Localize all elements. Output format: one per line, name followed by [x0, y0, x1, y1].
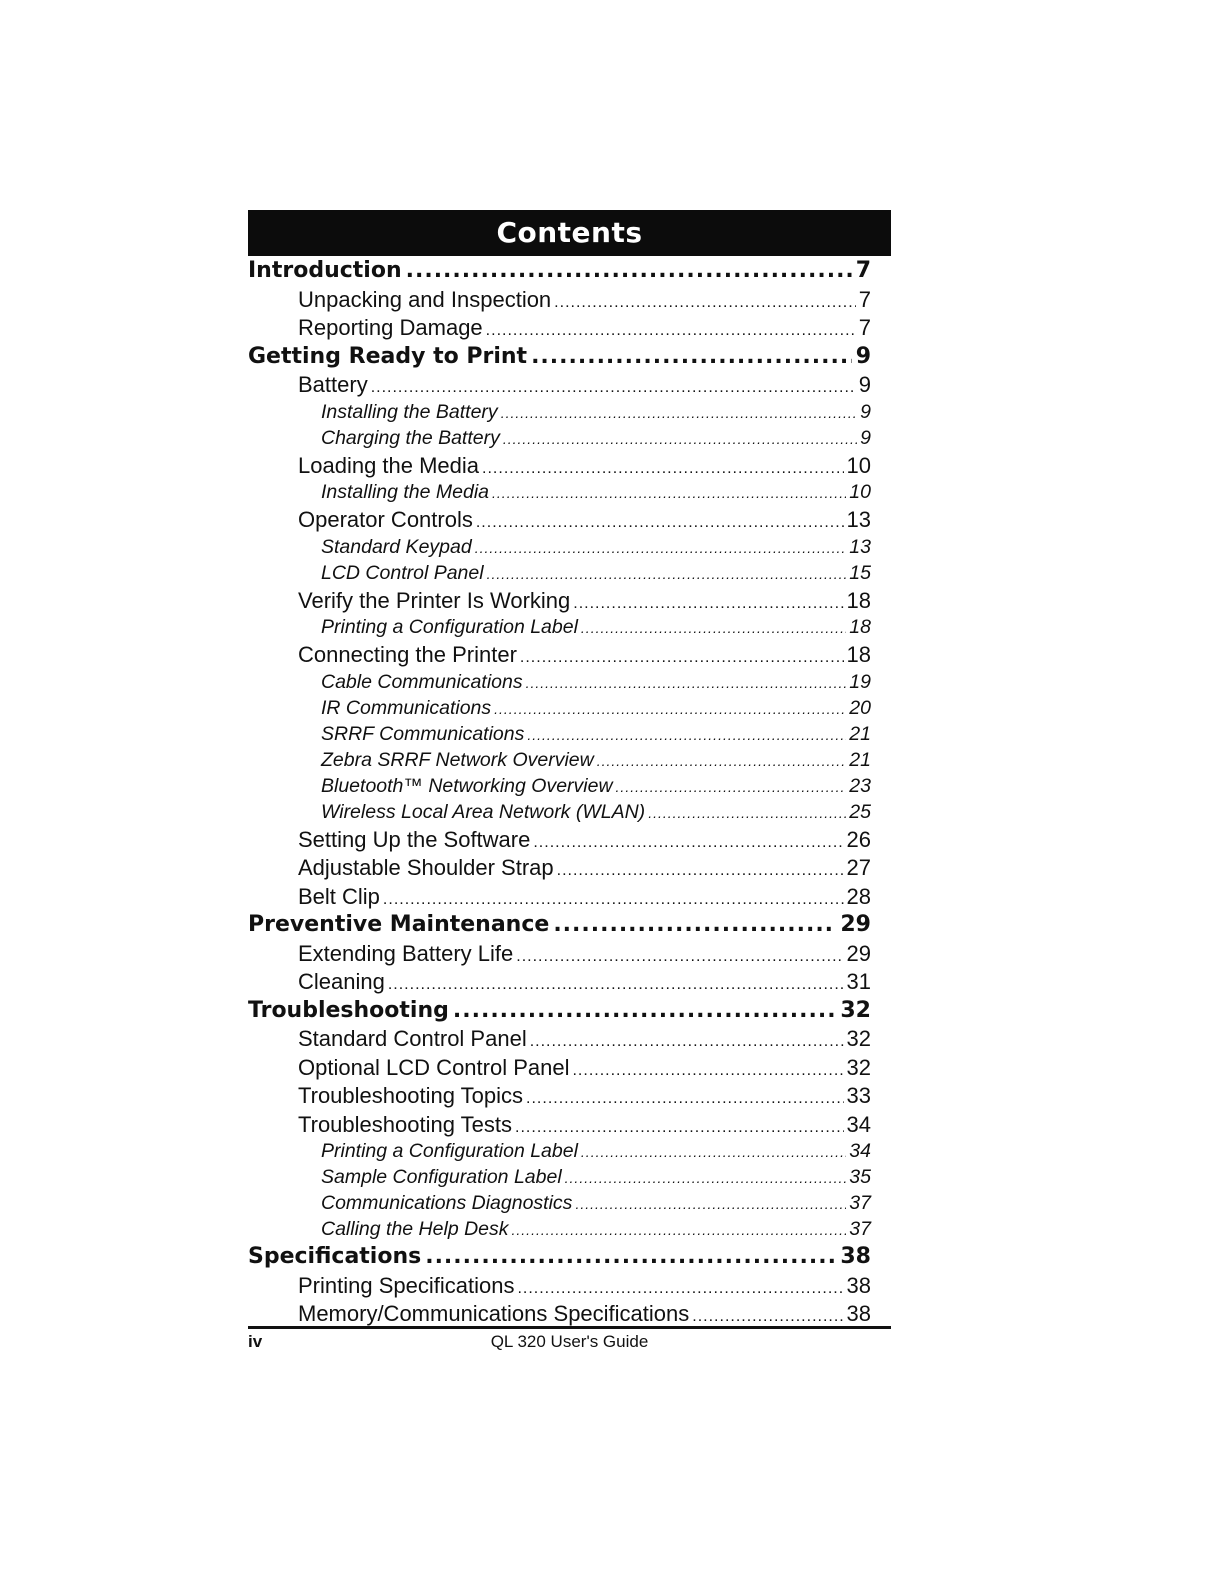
toc-entry-level-1[interactable]	[248, 1244, 891, 1273]
dot-leader	[531, 344, 852, 369]
toc-entry-page: 21	[849, 748, 871, 771]
toc-entry-level-3[interactable]	[248, 697, 891, 723]
toc-entry-title: Loading the Media	[298, 452, 480, 478]
toc-entry-page: 18	[849, 616, 871, 638]
toc-entry-title: Cleaning	[298, 969, 385, 994]
toc-entry-level-2[interactable]	[248, 372, 891, 401]
toc-entry-page: 33	[846, 1083, 871, 1108]
toc-entry-level-3[interactable]	[248, 562, 891, 588]
toc-entry-page: 34	[849, 1140, 871, 1162]
dot-leader	[501, 405, 857, 421]
toc-entry-level-3[interactable]	[248, 775, 891, 801]
toc-entry-level-3[interactable]	[248, 616, 891, 642]
toc-entry-level-3[interactable]	[248, 749, 891, 775]
dot-leader	[492, 485, 846, 501]
toc-entry-page: 35	[849, 1166, 871, 1188]
toc-entry-level-2[interactable]	[248, 315, 891, 344]
dot-leader	[482, 460, 843, 478]
toc-entry-title: Installing the Battery	[321, 400, 498, 423]
dot-leader	[565, 1170, 847, 1186]
dot-leader	[476, 514, 844, 532]
toc-entry-page: 7	[855, 258, 871, 283]
dot-leader	[530, 1033, 844, 1051]
dot-leader	[517, 1280, 843, 1298]
footer-page-number: iv	[248, 1332, 263, 1351]
toc-entry-title: Charging the Battery	[321, 426, 500, 449]
toc-entry-level-2[interactable]	[248, 453, 891, 482]
toc-entry-level-3[interactable]	[248, 427, 891, 453]
dot-leader	[388, 976, 844, 994]
toc-entry-level-2[interactable]	[248, 1026, 891, 1055]
toc-entry-level-2[interactable]	[248, 507, 891, 536]
dot-leader	[553, 912, 836, 937]
toc-entry-page: 20	[849, 696, 871, 719]
toc-entry-title: Standard Control Panel	[298, 1026, 527, 1051]
dot-leader	[516, 948, 843, 966]
toc-entry-title: Setting Up the Software	[298, 826, 531, 852]
toc-entry-page: 13	[846, 507, 871, 532]
toc-entry-level-2[interactable]	[248, 969, 891, 998]
toc-entry-page: 19	[849, 670, 871, 693]
dot-leader	[572, 1062, 843, 1080]
toc-entry-title: Belt Clip	[298, 883, 380, 909]
dot-leader	[494, 701, 846, 717]
dot-leader	[533, 834, 843, 852]
toc-entry-title: Calling the Help Desk	[321, 1218, 509, 1240]
toc-entry-title: Reporting Damage	[298, 315, 483, 340]
toc-entry-title: Communications Diagnostics	[321, 1192, 573, 1214]
toc-entry-page: 10	[849, 481, 871, 503]
toc-entry-title: Introduction	[248, 258, 402, 283]
contents-header	[248, 210, 891, 256]
dot-leader	[527, 727, 846, 743]
toc-entry-page: 9	[855, 343, 871, 369]
footer-title: QL 320 User's Guide	[490, 1332, 649, 1351]
toc-entry-title: IR Communications	[321, 696, 492, 719]
page-footer	[248, 1326, 891, 1359]
toc-entry-title: Optional LCD Control Panel	[298, 1054, 570, 1080]
toc-entry-title: Adjustable Shoulder Strap	[298, 855, 554, 880]
toc-entry-level-2[interactable]	[248, 884, 891, 913]
toc-entry-title: Memory/Communications Specifications	[298, 1301, 690, 1326]
toc-entry-level-3[interactable]	[248, 1140, 891, 1166]
toc-entry-title: Specifications	[248, 1244, 422, 1269]
toc-entry-title: Unpacking and Inspection	[298, 286, 552, 312]
toc-entry-level-3[interactable]	[248, 1192, 891, 1218]
toc-entry-level-3[interactable]	[248, 481, 891, 507]
toc-entry-title: Operator Controls	[298, 507, 473, 532]
toc-entry-page: 21	[849, 722, 871, 745]
toc-entry-level-1[interactable]	[248, 998, 891, 1027]
contents-title: Contents	[496, 216, 643, 249]
toc-entry-level-2[interactable]	[248, 1273, 891, 1302]
toc-entry-page: 7	[858, 315, 871, 340]
toc-entry-level-2[interactable]	[248, 588, 891, 617]
toc-entry-page: 32	[846, 1026, 871, 1051]
toc-entry-page: 31	[846, 969, 871, 994]
toc-entry-title: Sample Configuration Label	[321, 1166, 562, 1188]
toc-entry-title: Preventive Maintenance	[248, 912, 550, 937]
toc-entry-title: Printing a Configuration Label	[321, 616, 578, 638]
toc-entry-title: Troubleshooting Topics	[298, 1083, 524, 1108]
toc-entry-title: Bluetooth™ Networking Overview	[321, 774, 613, 797]
toc-entry-level-3[interactable]	[248, 671, 891, 697]
dot-leader	[503, 431, 857, 447]
contents-page	[248, 210, 891, 1330]
toc-entry-level-2[interactable]	[248, 1083, 891, 1112]
toc-entry-page: 37	[849, 1218, 871, 1240]
dot-leader	[475, 540, 847, 556]
toc-entry-page: 28	[846, 883, 871, 909]
toc-entry-title: Verify the Printer Is Working	[298, 587, 571, 613]
toc-entry-page: 13	[849, 535, 871, 558]
dot-leader	[453, 998, 836, 1023]
dot-leader	[520, 649, 844, 667]
dot-leader	[557, 862, 844, 880]
toc-entry-page: 32	[846, 1054, 871, 1080]
toc-entry-page: 38	[846, 1301, 871, 1326]
toc-entry-level-2[interactable]	[248, 827, 891, 856]
dot-leader	[486, 322, 856, 340]
toc-entry-level-3[interactable]	[248, 801, 891, 827]
toc-entry-page: 38	[840, 1244, 871, 1269]
toc-entry-level-1[interactable]	[248, 258, 891, 287]
toc-entry-page: 29	[846, 940, 871, 966]
dot-leader	[371, 379, 856, 397]
dot-leader	[554, 294, 856, 312]
dot-leader	[692, 1308, 843, 1326]
toc-entry-page: 18	[846, 642, 871, 667]
toc-entry-title: Battery	[298, 372, 368, 397]
toc-entry-title: Connecting the Printer	[298, 642, 517, 667]
toc-entry-level-3[interactable]	[248, 536, 891, 562]
toc-entry-level-2[interactable]	[248, 287, 891, 316]
dot-leader	[616, 779, 847, 795]
toc-entry-page: 32	[840, 997, 871, 1023]
toc-entry-page: 29	[840, 912, 871, 937]
toc-entry-level-1[interactable]	[248, 344, 891, 373]
toc-entry-page: 37	[849, 1192, 871, 1214]
toc-entry-level-2[interactable]	[248, 941, 891, 970]
dot-leader	[648, 805, 846, 821]
toc-entry-title: Troubleshooting Tests	[298, 1111, 513, 1137]
toc-entry-level-3[interactable]	[248, 723, 891, 749]
toc-entry-page: 26	[846, 826, 871, 852]
toc-entry-page: 7	[858, 286, 871, 312]
dot-leader	[581, 1144, 846, 1160]
toc-entry-page: 25	[849, 800, 871, 823]
toc-entry-level-3[interactable]	[248, 401, 891, 427]
toc-entry-page: 15	[849, 561, 871, 584]
toc-entry-level-3[interactable]	[248, 1218, 891, 1244]
toc-entry-level-2[interactable]	[248, 642, 891, 671]
toc-entry-title: Cable Communications	[321, 670, 523, 693]
toc-entry-level-2[interactable]	[248, 1112, 891, 1141]
toc-entry-page: 34	[846, 1111, 871, 1137]
dot-leader	[383, 891, 844, 909]
toc-entry-page: 10	[846, 452, 871, 478]
toc-entry-title: SRRF Communications	[321, 722, 525, 745]
toc-entry-level-2[interactable]	[248, 1055, 891, 1084]
toc-entry-title: Installing the Media	[321, 481, 490, 503]
toc-entry-title: Printing Specifications	[298, 1272, 515, 1298]
dot-leader	[406, 258, 852, 283]
toc-entry-page: 9	[860, 426, 871, 449]
toc-entry-level-2[interactable]	[248, 855, 891, 884]
dot-leader	[515, 1119, 843, 1137]
dot-leader	[526, 1090, 843, 1108]
toc-entry-page: 9	[860, 400, 871, 423]
toc-entry-page: 38	[846, 1272, 871, 1298]
dot-leader	[512, 1222, 847, 1238]
toc-entry-page: 23	[849, 774, 871, 797]
toc-entry-page: 18	[846, 587, 871, 613]
dot-leader	[526, 675, 847, 691]
dot-leader	[597, 753, 847, 769]
toc-entry-title: Zebra SRRF Network Overview	[321, 748, 594, 771]
toc-entry-title: LCD Control Panel	[321, 561, 484, 584]
toc-entry-title: Printing a Configuration Label	[321, 1140, 578, 1162]
toc-entry-title: Extending Battery Life	[298, 940, 514, 966]
toc-entry-page: 27	[846, 855, 871, 880]
dot-leader	[573, 595, 843, 613]
toc-entry-page: 9	[858, 372, 871, 397]
toc-entry-title: Getting Ready to Print	[248, 343, 528, 369]
table-of-contents	[248, 258, 891, 1330]
toc-entry-level-1[interactable]	[248, 912, 891, 941]
toc-entry-level-3[interactable]	[248, 1166, 891, 1192]
toc-entry-title: Standard Keypad	[321, 535, 472, 558]
dot-leader	[581, 620, 846, 636]
dot-leader	[425, 1244, 836, 1269]
dot-leader	[487, 566, 847, 582]
toc-entry-title: Troubleshooting	[248, 997, 449, 1023]
toc-entry-title: Wireless Local Area Network (WLAN)	[321, 800, 646, 823]
dot-leader	[575, 1196, 846, 1212]
